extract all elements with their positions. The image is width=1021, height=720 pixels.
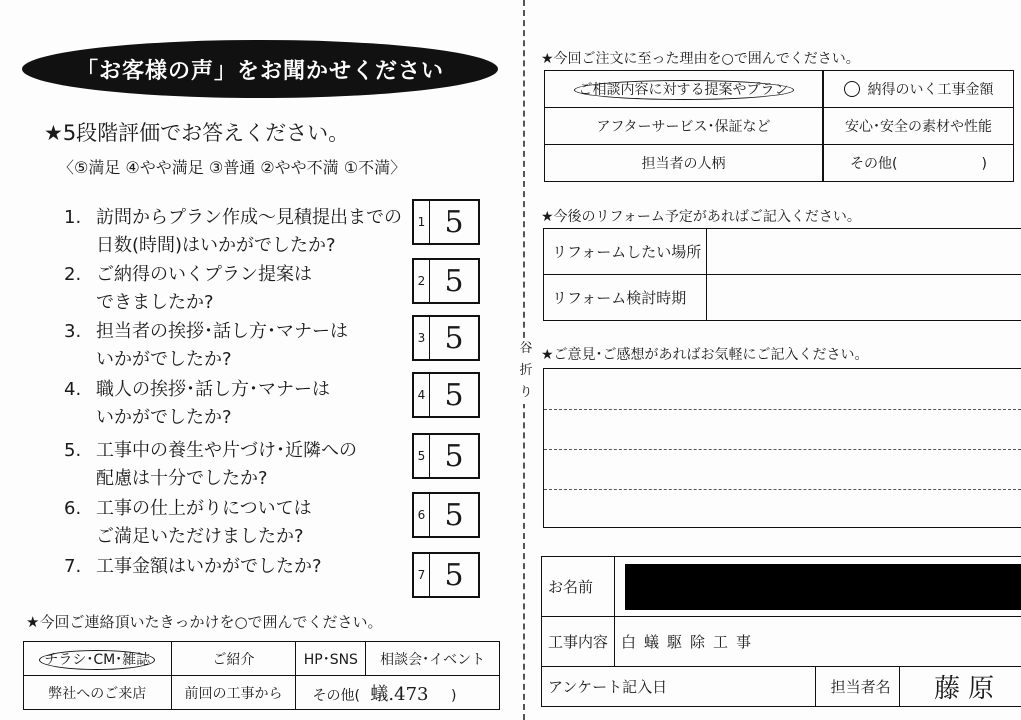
ruled-line <box>544 489 1021 490</box>
contact-option-flyer[interactable] <box>24 642 172 676</box>
question-text <box>96 204 406 260</box>
fold-char: り <box>519 385 533 400</box>
survey-date-label <box>542 667 816 707</box>
reason-table <box>544 70 1014 182</box>
score-box-7[interactable] <box>412 552 480 598</box>
score-box-2[interactable] <box>412 258 480 304</box>
contact-other-open: その他( <box>312 687 360 704</box>
question-text <box>96 553 406 581</box>
survey-banner: 「お客様の声」をお聞かせください <box>22 40 498 98</box>
score-index: 7 <box>414 554 430 596</box>
question-text <box>96 495 406 551</box>
score-value: 5 <box>444 263 464 299</box>
question-line: 日数(時間)はいかがでしたか? <box>96 235 336 256</box>
work-label: 工事内容 <box>542 617 615 667</box>
ruled-line <box>544 409 1021 410</box>
name-label: お名前 <box>542 557 615 617</box>
plan-timing-label: リフォーム検討時期 <box>544 275 707 321</box>
fold-label <box>519 338 533 404</box>
question-line: 工事中の養生や片づけ･近隣への <box>96 440 357 461</box>
plan-heading: ★今後のリフォーム予定があればご記入ください。 <box>541 209 861 225</box>
question-line: ご満足いただけましたか? <box>96 526 304 547</box>
score-box-5[interactable] <box>412 433 480 479</box>
contact-option-other[interactable] <box>296 676 500 710</box>
score-index: 2 <box>414 260 430 302</box>
reason-option-price-label: 納得のいく工事金額 <box>867 82 994 98</box>
question-line: いかがでしたか? <box>96 349 232 370</box>
staff-label: 担当者名 <box>816 667 900 707</box>
staff-field[interactable]: 藤原 <box>900 667 1021 707</box>
score-value: 5 <box>444 320 464 356</box>
question-number: 1. <box>64 207 82 228</box>
work-field[interactable]: 白蟻駆除工事 <box>615 617 1021 667</box>
question-line: 担当者の挨拶･話し方･マナーは <box>96 321 348 342</box>
score-value: 5 <box>444 204 464 240</box>
contact-heading: ★今回ご連絡頂いたきっかけを○で囲んでください。 <box>26 613 383 631</box>
score-value: 5 <box>444 438 464 474</box>
question-number: 2. <box>64 264 82 285</box>
plan-place-label: リフォームしたい場所 <box>544 229 707 275</box>
score-box-1[interactable] <box>412 199 480 245</box>
question-line: できましたか? <box>96 292 214 313</box>
plan-table <box>543 228 1021 321</box>
contact-option-referral[interactable]: ご紹介 <box>171 642 296 676</box>
score-index: 1 <box>414 201 430 243</box>
opinion-field[interactable] <box>543 368 1021 528</box>
contact-other-close: ) <box>450 687 457 704</box>
question-line: 工事金額はいかがでしたか? <box>96 556 322 577</box>
reason-option-other[interactable]: その他( ) <box>823 145 1014 182</box>
question-line: 配慮は十分でしたか? <box>96 468 268 489</box>
name-field[interactable] <box>615 557 1021 617</box>
contact-option-flyer-label: チラシ･CM･雑誌 <box>39 650 155 670</box>
question-text <box>96 376 406 432</box>
contact-option-visit[interactable]: 弊社へのご来店 <box>24 676 172 710</box>
question-line: 工事の仕上がりについては <box>96 498 312 519</box>
reason-option-materials[interactable]: 安心･安全の素材や性能 <box>823 108 1014 145</box>
reason-option-staff[interactable]: 担当者の人柄 <box>545 145 824 182</box>
question-number: 5. <box>64 440 82 461</box>
plan-timing-field[interactable] <box>707 275 1021 321</box>
question-line: 訪問からプラン作成～見積提出までの <box>96 207 402 228</box>
question-text <box>96 437 406 493</box>
score-value: 5 <box>444 377 464 413</box>
fold-char: 折 <box>519 363 533 378</box>
score-index: 5 <box>414 435 430 477</box>
survey-date-label-text: アンケート記入日 <box>548 678 668 696</box>
rating-legend: 〈⑤満足 ④やや満足 ③普通 ②やや不満 ①不満〉 <box>58 158 407 177</box>
score-value: 5 <box>444 557 464 593</box>
ruled-line <box>544 449 1021 450</box>
contact-option-previous[interactable]: 前回の工事から <box>171 676 296 710</box>
contact-other-value: 蟻.473 <box>370 683 429 705</box>
reason-option-proposal[interactable] <box>545 71 824 108</box>
question-line: ご納得のいくプラン提案は <box>96 264 312 285</box>
circle-mark-icon <box>844 81 860 97</box>
score-index: 6 <box>414 494 430 536</box>
fold-char: 谷 <box>519 341 533 356</box>
question-number: 4. <box>64 379 82 400</box>
score-index: 3 <box>414 317 430 359</box>
question-line: 職人の挨拶･話し方･マナーは <box>96 379 330 400</box>
reason-option-aftercare[interactable]: アフターサービス･保証など <box>545 108 824 145</box>
reason-option-price[interactable] <box>823 71 1014 108</box>
plan-place-field[interactable] <box>707 229 1021 275</box>
contact-option-web[interactable]: HP･SNS <box>296 642 366 676</box>
question-text <box>96 318 406 374</box>
contact-option-event[interactable]: 相談会･イベント <box>366 642 500 676</box>
reason-heading: ★今回ご注文に至った理由を○で囲んでください。 <box>541 51 860 67</box>
question-number: 6. <box>64 498 82 519</box>
score-index: 4 <box>414 374 430 416</box>
question-number: 7. <box>64 556 82 577</box>
score-box-4[interactable] <box>412 372 480 418</box>
question-line: いかがでしたか? <box>96 407 232 428</box>
score-value: 5 <box>444 497 464 533</box>
redacted-name <box>625 564 1021 610</box>
score-box-6[interactable] <box>412 492 480 538</box>
opinion-heading: ★ご意見･ご感想があればお気軽にご記入ください。 <box>541 347 869 363</box>
question-text <box>96 261 406 317</box>
reason-option-proposal-label: ご相談内容に対する提案やプラン <box>574 80 794 100</box>
rating-heading: ★5段階評価でお答えください。 <box>44 121 350 145</box>
question-number: 3. <box>64 321 82 342</box>
contact-table <box>23 641 500 710</box>
score-box-3[interactable] <box>412 315 480 361</box>
customer-info-table <box>541 556 1021 707</box>
